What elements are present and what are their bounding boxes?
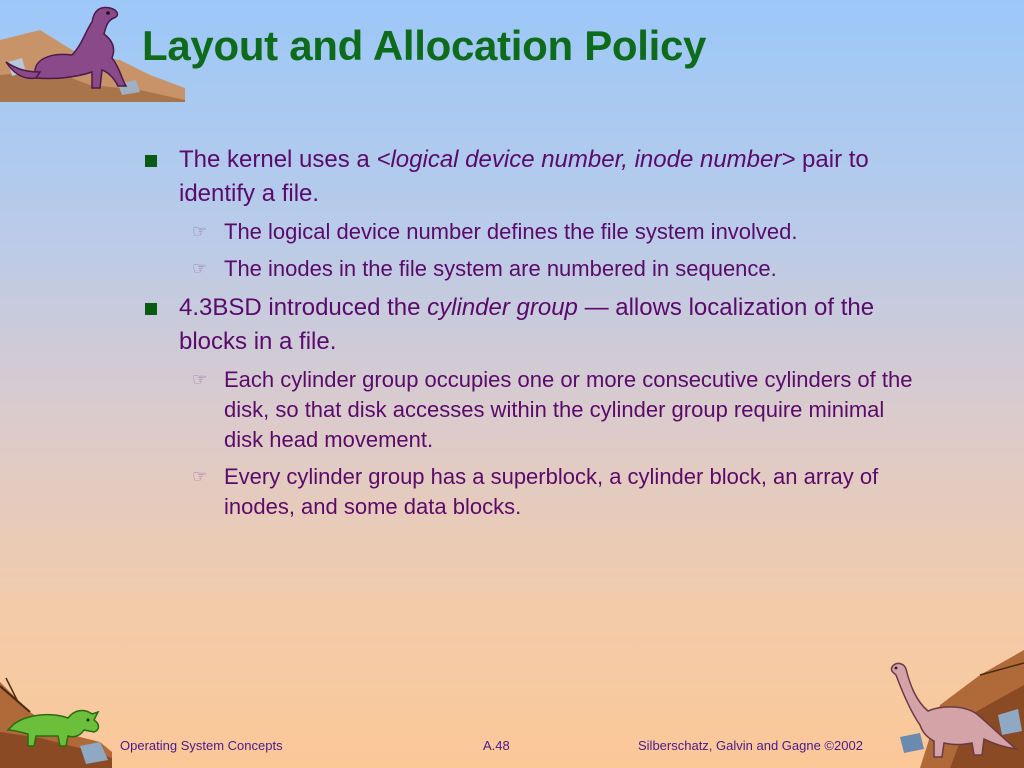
footer-copyright: Silberschatz, Galvin and Gagne ©2002 (638, 738, 863, 753)
slide-content (140, 143, 920, 529)
green-triceratops-icon (0, 672, 115, 768)
pointing-hand-icon: ☞ (192, 370, 208, 389)
footer-page-number: A.48 (483, 738, 510, 753)
pointing-hand-icon: ☞ (192, 467, 208, 486)
pointing-hand-icon: ☞ (192, 259, 208, 278)
sub-bullet-item: ☞ The inodes in the file system are numbered in sequence. (140, 254, 920, 284)
square-bullet-icon (145, 303, 157, 315)
bullet-item: 4.3BSD introduced the cylinder group — allows localization of the blocks in a file. (140, 291, 920, 359)
bullet-item: The kernel uses a <logical device number, inode number> pair to identify a file. (140, 143, 920, 211)
square-bullet-icon (145, 155, 157, 167)
sub-bullet-item: ☞ Each cylinder group occupies one or more consecutive cylinders of the disk, so that disk accesses within the cylinder group require minimal disk head movement. (192, 367, 913, 452)
sub-bullet-item: ☞ Every cylinder group has a superblock, a cylinder block, an array of inodes, and some data blocks. (192, 464, 879, 519)
sub-bullet-item: ☞ The logical device number defines the file system involved. (140, 217, 920, 247)
footer-course-title: Operating System Concepts (120, 738, 283, 753)
pointing-hand-icon: ☞ (192, 222, 208, 241)
slide-title: Layout and Allocation Policy (142, 22, 707, 69)
pink-sauropod-icon (880, 645, 1024, 768)
